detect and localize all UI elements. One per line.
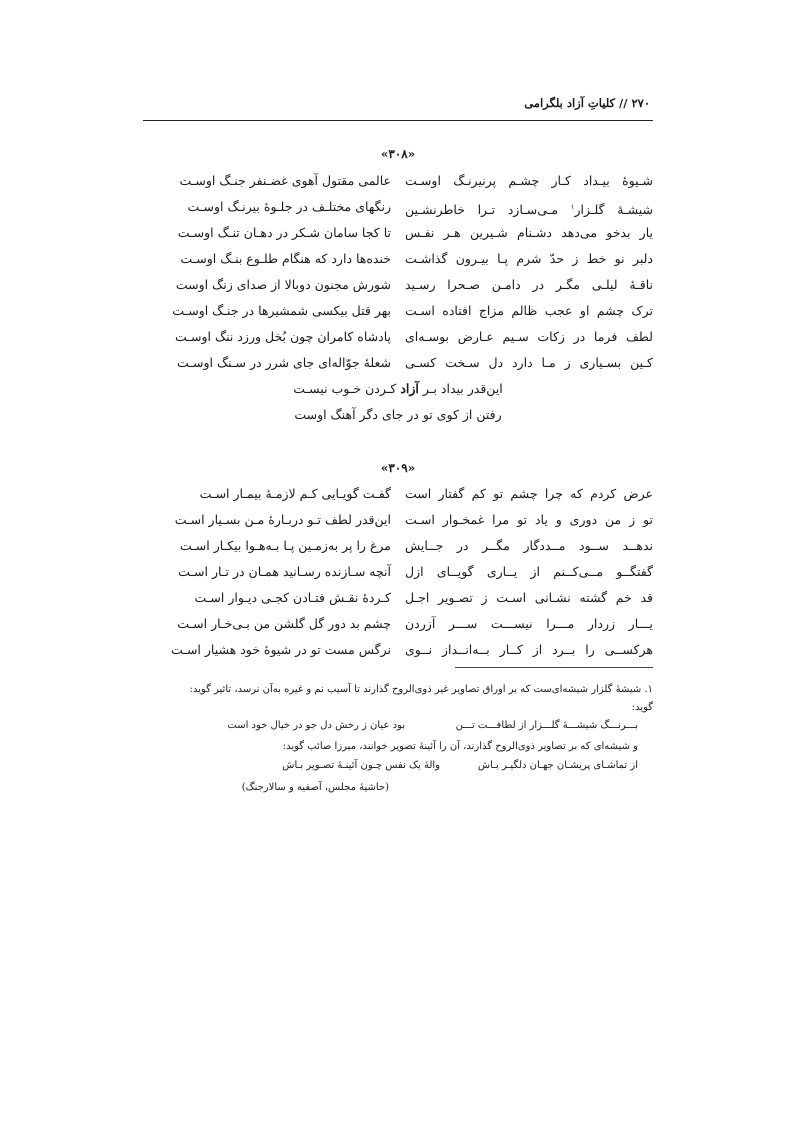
first-hemistich: دلبر نو خط ز حدّ شرم پـا بیـرون گذاشـت — [405, 251, 653, 266]
footnote-marker: ۱ — [570, 203, 575, 211]
couplet — [143, 275, 653, 301]
second-hemistich: پادشاه کامران چون بُخل ورزد ننگ اوسـت — [175, 329, 391, 344]
second-hemistich: این‌قدر لطف تـو دربـارهٔ مـن بسـیار اسـت — [174, 512, 391, 527]
couplet — [143, 484, 653, 510]
couplet — [143, 510, 653, 536]
footnote-verse-first: از تماشـای پریشـان جهـان دلگیـر بـاش — [477, 760, 638, 771]
second-hemistich: کـردهٔ نقـش فتـادن کجـی دیـوار اسـت — [194, 590, 391, 605]
couplet — [143, 249, 653, 275]
first-hemistich: ناقـهٔ لیلـی مگـر در دامـن صـحرا رسـید — [405, 277, 653, 292]
second-hemistich: رنگهای مختلـف در جلـوهٔ بیرنـگ اوسـت — [187, 199, 391, 214]
first-hemistich: تو ز من دوری و یاد تو مرا غمخـوار اسـت — [405, 512, 653, 527]
first-hemistich — [405, 197, 653, 220]
couplet — [143, 562, 653, 588]
couplet — [143, 353, 653, 379]
first-hemistich: ندهــد ســود مــددگار مگــر در جــایش — [405, 538, 653, 553]
second-hemistich: بهر قتل بیکسی شمشیرها در جنـگ اوسـت — [172, 303, 391, 318]
first-hemistich: کـین بسـیاری ز مـا دارد دل سـخت کسـی — [405, 355, 653, 370]
first-hemistich: ترک چشم او عجب ظالم مزاج افتاده اسـت — [405, 303, 653, 318]
couplet — [143, 223, 653, 249]
second-hemistich: مرغ را پر به‌زمـین پـا بـه‌هـوا بیکـار اسـت — [179, 538, 391, 553]
couplet — [143, 588, 653, 614]
footnote-verse-second: بود عیان ز رخش دل جو در خیال خود است — [227, 720, 405, 731]
poem-number: «۳۰۹» — [380, 461, 416, 475]
hemistich-text: شیشـهٔ گلـزار — [574, 202, 653, 218]
second-hemistich: آنچه سـازنده رسـانید همـان در تـار اسـت — [178, 564, 391, 579]
footnote-text: و شیشه‌ای که بر تصاویر ذوی‌الروح گذارند، آن را آئینهٔ تصویر خوانند، میرزا صائب گوید: — [282, 741, 638, 752]
poet-name: آزاد — [400, 381, 419, 396]
first-hemistich: یار بدخو می‌دهد دشـنام شـیرین هـر نفـس — [405, 225, 653, 240]
second-hemistich: تا کجا سامان شـکر در دهـان تنـگ اوسـت — [177, 225, 391, 240]
closing-hemistich — [143, 379, 653, 399]
second-hemistich: شورش مجنون دوبالا از صدای زنگ اوست — [175, 277, 391, 292]
first-hemistich: شـیوهٔ بیـداد کـار چشـم پرنیرنـگ اوسـت — [405, 173, 653, 188]
hemistich-text: مـی‌سـازد تـرا خاطرنشـین — [405, 202, 571, 218]
couplet — [143, 197, 653, 223]
couplet — [143, 640, 653, 666]
first-hemistich: لطف فرما در زکات سـیم عـارض بوسـه‌ای — [405, 329, 653, 344]
couplet — [143, 614, 653, 640]
second-hemistich: چشم بد دور گل گلشن من بـی‌خـار اسـت — [177, 616, 391, 631]
header-separator: // — [619, 96, 628, 110]
couplet — [143, 171, 653, 197]
couplet — [143, 327, 653, 353]
second-hemistich: گفـت گویـایی کـم لازمـهٔ بیمـار اسـت — [199, 486, 391, 501]
footnote-verse-first: بـــرنـــگ شیشـــهٔ گلـــزار از لطافـــت تـــن — [455, 720, 638, 731]
header-rule — [143, 120, 653, 121]
first-hemistich: عرض کردم که چرا چشم تو کم گفتار است — [405, 486, 653, 501]
closing-text: رفتن از کوی تو در جای دگر آهنگ اوست — [294, 407, 502, 422]
couplet — [143, 301, 653, 327]
footnote-verse-second: والهٔ یک نفس چـون آئینـهٔ تصـویر بـاش — [282, 760, 440, 771]
closing-hemistich — [143, 405, 653, 425]
first-hemistich: گفتگــو مــی‌کــنم از یــاری گویــای ازل — [405, 564, 653, 579]
footnote-source: (حاشیهٔ مجلس، آصفیه و سالارجنگ) — [241, 782, 389, 793]
poem-number: «۳۰۸» — [380, 147, 416, 161]
couplet — [143, 536, 653, 562]
footnote-text: ۱. شیشهٔ گلزار شیشه‌ای‌ست که بر اوراق تصاویر غیر ذوی‌الروح گذارند تا آسیب نم و غیره به‌آن نرسد، تاثیر گوید: — [189, 684, 653, 695]
page-number: ۲۷۰ — [631, 96, 650, 110]
second-hemistich: عالمی مقتول آهوی غضـنفر جنـگ اوسـت — [179, 173, 391, 188]
second-hemistich: خنده‌ها دارد که هنگام طلـوع بنـگ اوسـت — [180, 251, 391, 266]
closing-text: این‌قدر بیداد بـر — [418, 381, 503, 396]
closing-text: کـردن خـوب نیسـت — [293, 381, 401, 396]
first-hemistich: هرکســی را بــرد از کــار بــه‌انــداز نــوی — [405, 642, 653, 657]
running-head — [143, 96, 650, 110]
book-title: کلیاتِ آزاد بلگرامی — [524, 96, 616, 110]
first-hemistich: قد خم گشته نشـانی اسـت ز تصـویر اجـل — [405, 590, 653, 605]
footnote-rule — [455, 667, 653, 668]
second-hemistich: شعلهٔ جوّاله‌ای جای شرر در سـنگ اوسـت — [177, 355, 391, 370]
second-hemistich: نرگس مست تو در شیوهٔ خود هشیار اسـت — [171, 642, 391, 657]
footnote-text: گوید: — [631, 702, 653, 713]
first-hemistich: یـــار زردار مـــرا نیســـت ســـر آزردن — [405, 616, 653, 631]
